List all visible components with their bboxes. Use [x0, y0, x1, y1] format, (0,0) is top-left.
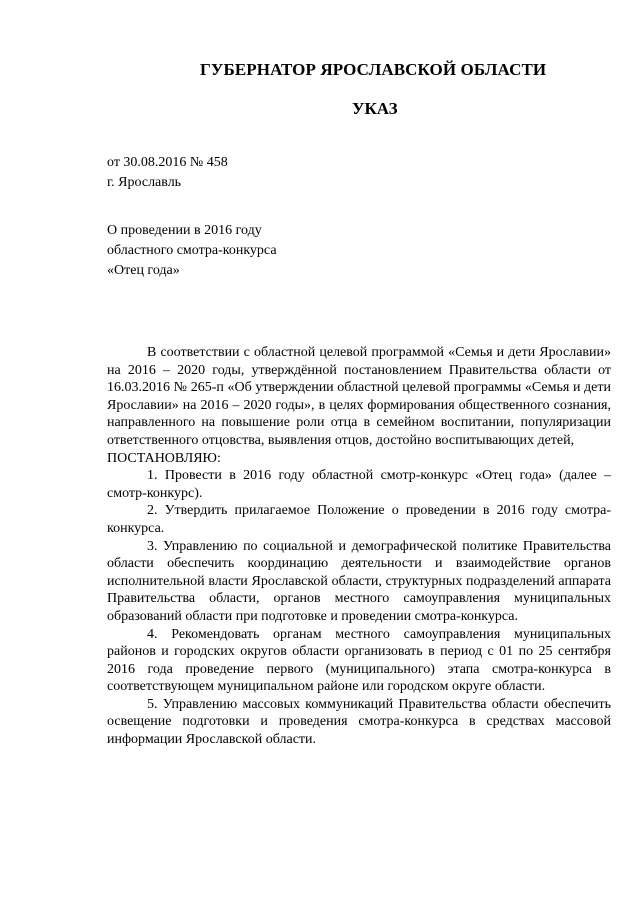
document-body	[107, 344, 611, 749]
decree-item: 1. Провести в 2016 году областной смотр-конкурс «Отец года» (далее – смотр-конкурс).	[107, 468, 611, 501]
issuing-authority-heading: ГУБЕРНАТОР ЯРОСЛАВСКОЙ ОБЛАСТИ	[200, 60, 547, 79]
decree-item: 3. Управлению по социальной и демографической политике Правительства области обеспечить координацию деятельности и взаимодействие органов исполнительной власти Ярославской области, структурных подразделений аппарата Правительства области, органов местного самоуправления муниципальных образований области при подготовке и проведении смотра-конкурса.	[107, 538, 611, 624]
document-type-heading: УКАЗ	[352, 99, 398, 118]
decree-item: 2. Утвердить прилагаемое Положение о проведении в 2016 году смотра-конкурса.	[107, 503, 611, 536]
date-number: от 30.08.2016 № 458	[107, 155, 228, 170]
preamble-paragraph: В соответствии с областной целевой программой «Семья и дети Ярославии» на 2016 – 2020 годы, утверждённой постановлением Правительства области от 16.03.2016 № 265-п «Об утверждении областной целевой программы «Семья и дети Ярославии» на 2016 – 2020 годы», в целях формирования общественного сознания, направленного на повышение роли отца в семейном воспитании, популяризации ответственного отцовства, выявления отцов, достойно воспитывающих детей,	[107, 345, 611, 448]
decree-item: 5. Управлению массовых коммуникаций Правительства области обеспечить освещение подготовки и проведения смотра-конкурса в средствах массовой информации Ярославской области.	[107, 696, 611, 748]
document-subject	[107, 221, 277, 281]
decree-item: 4. Рекомендовать органам местного самоуправления муниципальных районов и городских округов области организовать в период с 01 по 25 сентября 2016 года проведение первого (муниципального) этапа смотра-конкурса в соответствующем муниципальном районе или городском округе области.	[107, 626, 611, 695]
document-meta	[107, 153, 228, 193]
place: г. Ярославль	[107, 175, 182, 190]
subject-line: «Отец года»	[107, 263, 180, 278]
decree-word: ПОСТАНОВЛЯЮ:	[107, 450, 221, 466]
subject-line: областного смотра-конкурса	[107, 243, 277, 258]
subject-line: О проведении в 2016 году	[107, 223, 262, 238]
